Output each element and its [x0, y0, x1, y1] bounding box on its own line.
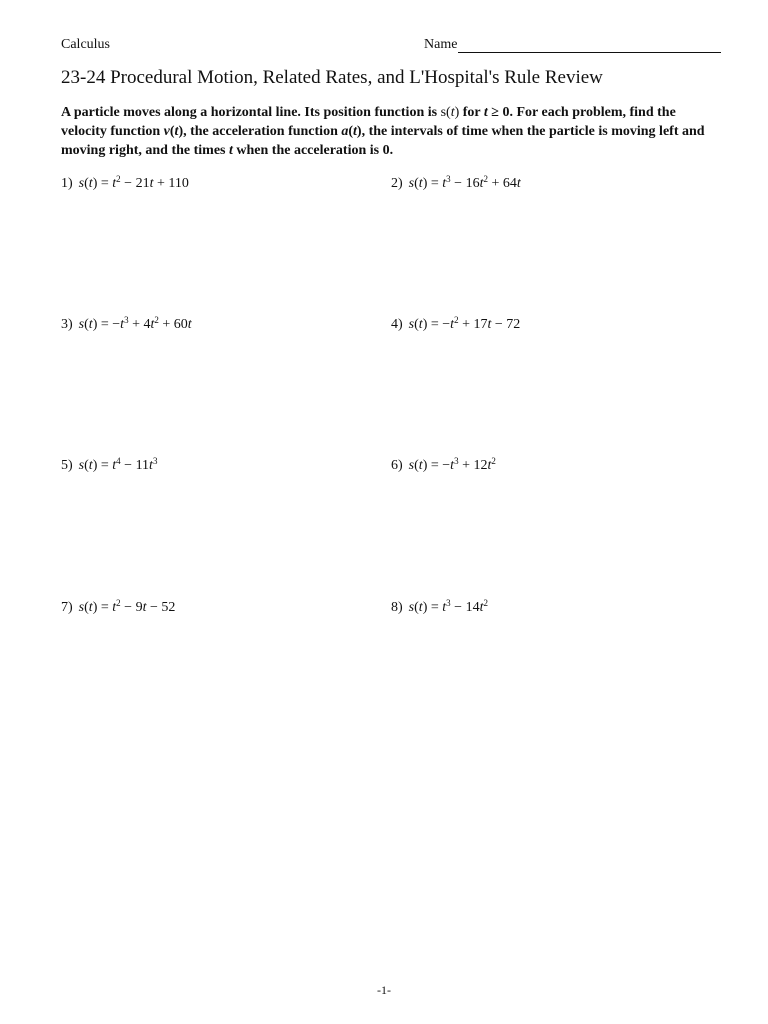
lhs-t: t	[418, 176, 423, 191]
lhs-s: s	[78, 317, 85, 332]
name-underline[interactable]	[458, 37, 721, 53]
instructions-text: when the acceleration is 0.	[232, 143, 394, 158]
problem-expression: = $-t^2 + 17t - 72$	[430, 315, 521, 332]
problem-number: 2)	[391, 176, 403, 191]
problem-number: 4)	[391, 317, 403, 332]
worksheet-title: 23-24 Procedural Motion, Related Rates, and L'Hospital's Rule Review	[61, 67, 603, 88]
velocity-function-symbol: v(t)	[163, 124, 184, 139]
page-number: -1-	[377, 983, 391, 997]
lhs-s: s	[78, 176, 85, 191]
lhs-t: t	[88, 176, 93, 191]
problem-6: 6) $s(t) = -t^3 + 12t^2$	[391, 456, 496, 473]
problem-number: 1)	[61, 176, 73, 191]
problem-5: 5) $s(t) = t^4 - 11t^3$	[61, 456, 158, 473]
problem-expression: = $-t^3 + 4t^2 + 60t$	[100, 315, 192, 332]
time-variable: t	[483, 105, 488, 120]
problem-expression: = $t^3 - 16t^2 + 64t$	[430, 174, 521, 191]
instructions-text: , the acceleration function	[183, 124, 342, 139]
lhs-t: t	[418, 458, 423, 473]
problem-2: 2) $s(t) = t^3 - 16t^2 + 64t$	[391, 174, 521, 191]
lhs-s: s	[408, 176, 415, 191]
lhs-t: t	[418, 600, 423, 615]
problem-1: 1) $s(t) = t^2 - 21t + 110$	[61, 174, 189, 191]
problem-expression: = $t^3 - 14t^2$	[430, 598, 488, 615]
problem-4: 4) $s(t) = -t^2 + 17t - 72$	[391, 315, 521, 332]
lhs-s: s	[408, 317, 415, 332]
position-function-symbol: s(t)	[440, 105, 460, 120]
problem-expression: = $t^4 - 11t^3$	[100, 456, 158, 473]
lhs-s: s	[408, 600, 415, 615]
problem-3: 3) $s(t) = -t^3 + 4t^2 + 60t$	[61, 315, 192, 332]
lhs-t: t	[88, 317, 93, 332]
instructions-text: ≥ 0. For each problem, find the velocity function	[61, 105, 676, 139]
problem-number: 3)	[61, 317, 73, 332]
lhs-t: t	[418, 317, 423, 332]
lhs-t: t	[88, 458, 93, 473]
lhs-s: s	[78, 600, 85, 615]
acceleration-function-symbol: a(t)	[341, 124, 362, 139]
problem-7: 7) $s(t) = t^2 - 9t - 52$	[61, 598, 176, 615]
instructions	[61, 103, 711, 160]
course-label: Calculus	[61, 37, 110, 52]
lhs-t: t	[88, 600, 93, 615]
problem-number: 8)	[391, 600, 403, 615]
instructions-text: for	[459, 105, 484, 120]
problem-expression: = $t^2 - 21t + 110$	[100, 174, 189, 191]
problem-expression: = $t^2 - 9t - 52$	[100, 598, 176, 615]
problem-number: 7)	[61, 600, 73, 615]
instructions-text: , the intervals of time when the particle is moving left and moving right, and the times	[61, 124, 705, 158]
problem-number: 6)	[391, 458, 403, 473]
lhs-s: s	[408, 458, 415, 473]
lhs-s: s	[78, 458, 85, 473]
problem-8: 8) $s(t) = t^3 - 14t^2$	[391, 598, 488, 615]
problem-expression: = $-t^3 + 12t^2$	[430, 456, 496, 473]
problem-number: 5)	[61, 458, 73, 473]
instructions-text: A particle moves along a horizontal line. Its position function is	[61, 105, 441, 120]
name-field[interactable]	[424, 37, 721, 53]
time-variable: t	[229, 143, 233, 158]
name-label: Name	[424, 37, 458, 52]
